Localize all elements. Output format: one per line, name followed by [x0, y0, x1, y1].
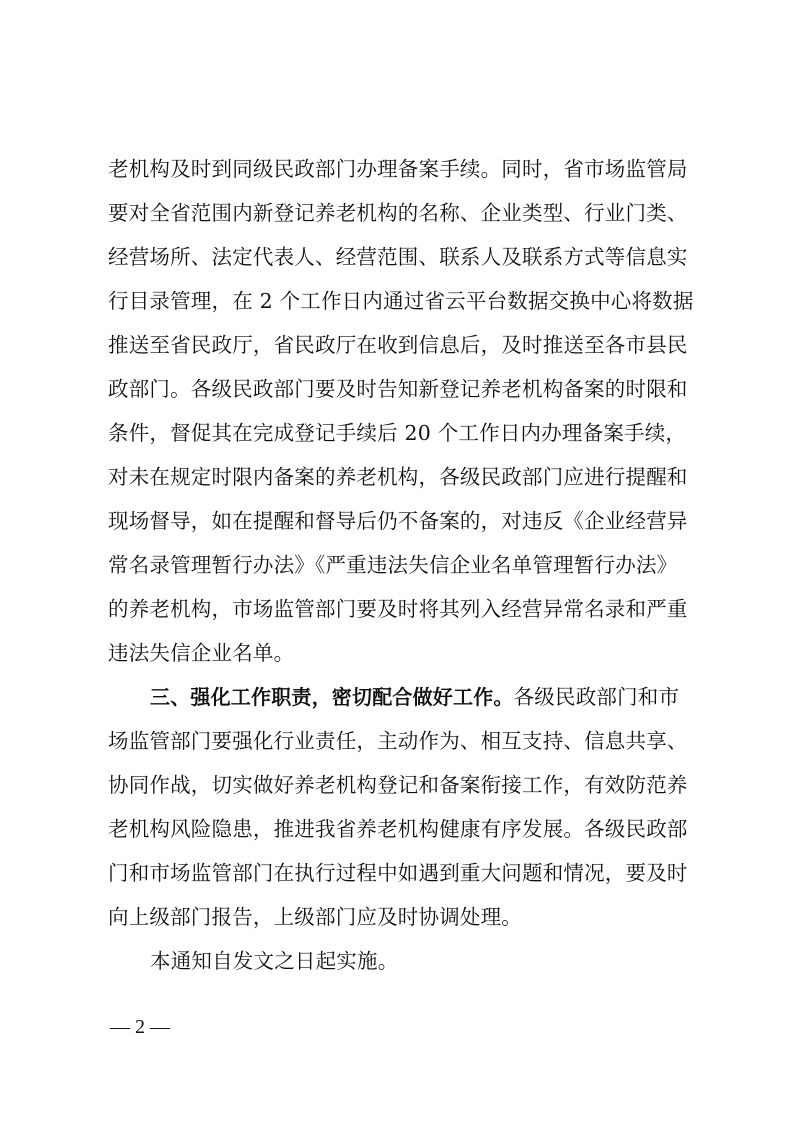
paragraph-line: 经营场所、法定代表人、经营范围、联系人及联系方式等信息实: [108, 245, 688, 269]
paragraph-line: 的养老机构，市场监管部门要及时将其列入经营异常名录和严重: [108, 597, 688, 621]
section-3-line: 门和市场监管部门在执行过程中如遇到重大问题和情况，要及时: [108, 861, 688, 885]
paragraph-line: 违法失信企业名单。: [108, 641, 295, 665]
paragraph-line: 老机构及时到同级民政部门办理备案手续。同时，省市场监管局: [108, 157, 688, 181]
section-3-line: 场监管部门要强化行业责任，主动作为、相互支持、信息共享、: [108, 729, 688, 753]
paragraph-line: 常名录管理暂行办法》《严重违法失信企业名单管理暂行办法》: [108, 553, 678, 577]
section-3-heading: 三、强化工作职责，密切配合做好工作。: [150, 685, 514, 709]
paragraph-line: 现场督导，如在提醒和督导后仍不备案的，对违反《企业经营异: [108, 509, 688, 533]
section-3-line: 向上级部门报告，上级部门应及时协调处理。: [108, 905, 522, 929]
section-3-first-line-text: 各级民政部门和市: [513, 685, 680, 709]
paragraph-line: 要对全省范围内新登记养老机构的名称、企业类型、行业门类、: [108, 201, 688, 225]
page-number: — 2 —: [110, 1016, 170, 1038]
paragraph-line: 推送至省民政厅，省民政厅在收到信息后，及时推送至各市县民: [108, 333, 688, 357]
paragraph-line: 行目录管理，在 2 个工作日内通过省云平台数据交换中心将数据: [108, 289, 694, 313]
paragraph-line: 政部门。各级民政部门要及时告知新登记养老机构备案的时限和: [108, 377, 688, 401]
paragraph-line: 对未在规定时限内备案的养老机构，各级民政部门应进行提醒和: [108, 465, 688, 489]
closing-statement: 本通知自发文之日起实施。: [150, 949, 399, 973]
section-3-line: 老机构风险隐患，推进我省养老机构健康有序发展。各级民政部: [108, 817, 688, 841]
section-3-line: 协同作战，切实做好养老机构登记和备案衔接工作，有效防范养: [108, 773, 688, 797]
section-3-first-line: [150, 680, 679, 714]
paragraph-line: 条件，督促其在完成登记手续后 20 个工作日内办理备案手续，: [108, 421, 687, 445]
